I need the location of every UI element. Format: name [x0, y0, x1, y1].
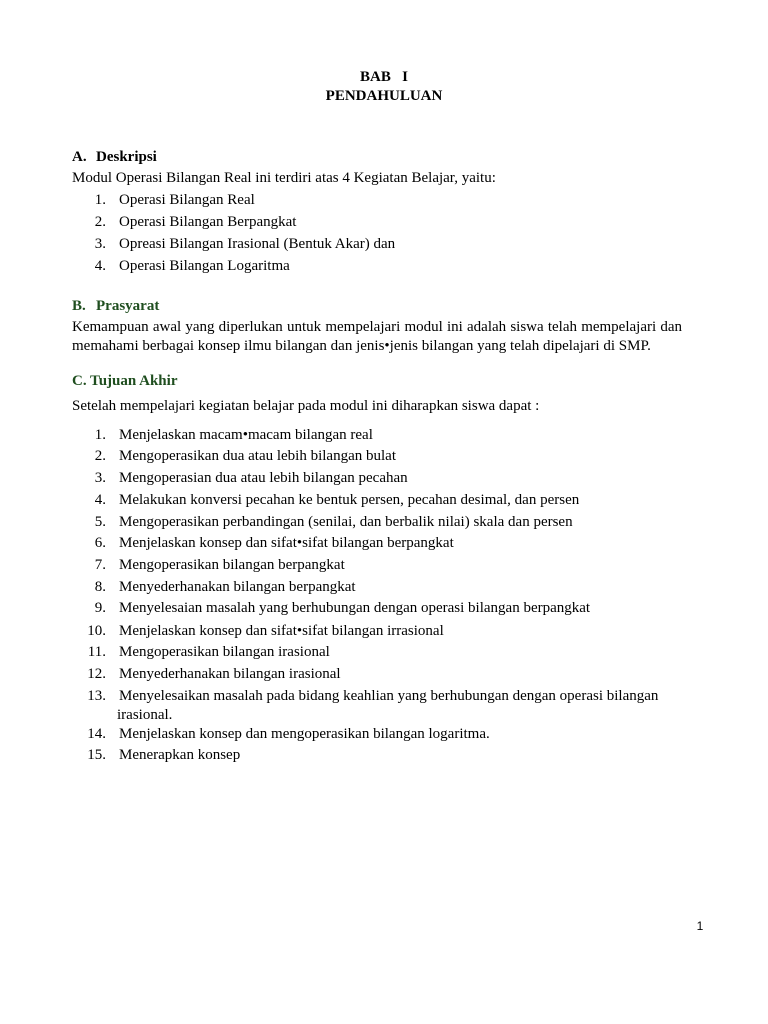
- list-number: 6.: [94, 535, 106, 551]
- list-text: Menyederhanakan bilangan irasional: [119, 666, 341, 682]
- list-text: Menyelesaikan masalah pada bidang keahlian yang berhubungan dengan operasi bilangan: [119, 688, 659, 704]
- section-a-letter: A.: [72, 149, 87, 165]
- list-number: 15.: [87, 747, 106, 763]
- list-number: 4.: [94, 258, 106, 274]
- list-text: Menerapkan konsep: [119, 747, 241, 763]
- list-text: Melakukan konversi pecahan ke bentuk persen, pecahan desimal, dan persen: [119, 492, 580, 508]
- list-number: 12.: [87, 666, 106, 682]
- list-text: Mengoperasikan bilangan berpangkat: [119, 557, 345, 573]
- list-number: 1.: [94, 192, 106, 208]
- list-text: Menjelaskan konsep dan mengoperasikan bilangan logaritma.: [119, 726, 490, 742]
- list-text: Opreasi Bilangan Irasional (Bentuk Akar) dan: [119, 236, 396, 252]
- section-a-intro: Modul Operasi Bilangan Real ini terdiri atas 4 Kegiatan Belajar, yaitu:: [72, 170, 496, 186]
- list-number: 4.: [94, 492, 106, 508]
- list-number: 14.: [87, 726, 106, 742]
- list-text: Menjelaskan macam•macam bilangan real: [119, 427, 373, 443]
- list-number: 2.: [94, 448, 106, 464]
- list-text: Menjelaskan konsep dan sifat•sifat bilangan berpangkat: [119, 535, 454, 551]
- section-c-intro: Setelah mempelajari kegiatan belajar pada modul ini diharapkan siswa dapat :: [72, 398, 540, 414]
- list-number: 9.: [94, 600, 106, 616]
- page-number: 1: [696, 919, 704, 933]
- list-number: 3.: [94, 236, 106, 252]
- section-b-letter: B.: [72, 298, 86, 314]
- list-number: 10.: [87, 623, 106, 639]
- list-text: Menyelesaian masalah yang berhubungan dengan operasi bilangan berpangkat: [119, 600, 591, 616]
- list-number: 8.: [94, 579, 106, 595]
- list-text: Operasi Bilangan Berpangkat: [119, 214, 297, 230]
- list-number: 5.: [94, 514, 106, 530]
- list-text-continued: irasional.: [117, 707, 173, 723]
- list-number: 11.: [87, 644, 106, 660]
- section-b-title: Prasyarat: [96, 298, 160, 314]
- section-b-heading: [72, 297, 159, 316]
- section-a-title: Deskripsi: [96, 149, 157, 165]
- list-text: Mengoperasikan dua atau lebih bilangan bulat: [119, 448, 396, 464]
- list-text: Mengoperasian dua atau lebih bilangan pecahan: [119, 470, 408, 486]
- list-text: Mengoperasikan perbandingan (senilai, dan berbalik nilai) skala dan persen: [119, 514, 573, 530]
- list-number: 7.: [94, 557, 106, 573]
- list-number: 2.: [94, 214, 106, 230]
- section-b-text: Kemampuan awal yang diperlukan untuk mempelajari modul ini adalah siswa telah mempelajari dan memahami berbagai konsep ilmu bilangan dan jenis•jenis bilangan yang telah dipelajari di SMP.: [72, 319, 682, 354]
- list-text: Menjelaskan konsep dan sifat•sifat bilangan irrasional: [119, 623, 444, 639]
- list-number: 13.: [87, 688, 106, 704]
- section-c-heading: C. Tujuan Akhir: [72, 373, 178, 389]
- section-a-heading: [72, 148, 157, 167]
- list-text: Operasi Bilangan Real: [119, 192, 255, 208]
- list-text: Operasi Bilangan Logaritma: [119, 258, 290, 274]
- list-number: 3.: [94, 470, 106, 486]
- list-text: Mengoperasikan bilangan irasional: [119, 644, 330, 660]
- chapter-label: BAB I: [360, 69, 408, 85]
- chapter-title: PENDAHULUAN: [325, 88, 443, 104]
- list-number: 1.: [94, 427, 106, 443]
- list-text: Menyederhanakan bilangan berpangkat: [119, 579, 356, 595]
